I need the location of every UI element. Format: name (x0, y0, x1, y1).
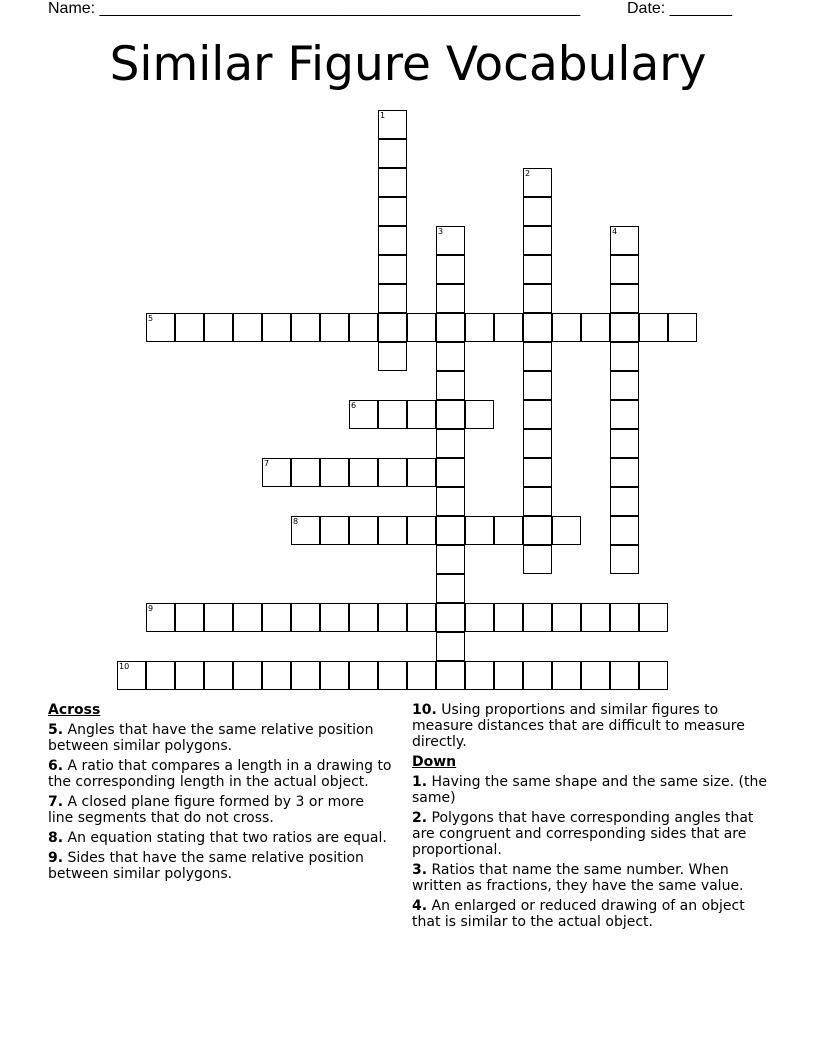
clue-text: A ratio that compares a length in a drawing to the corresponding length in the actual object. (48, 758, 392, 790)
cell-number: 4 (612, 227, 618, 236)
crossword-cell[interactable] (378, 313, 407, 342)
crossword-cell[interactable] (436, 661, 465, 690)
crossword-cell[interactable] (610, 255, 639, 284)
crossword-cell[interactable] (465, 661, 494, 690)
crossword-cell[interactable] (610, 516, 639, 545)
clue-text: Using proportions and similar figures to measure distances that are difficult to measure directly. (412, 702, 745, 750)
clue-text: Sides that have the same relative position between similar polygons. (48, 850, 364, 882)
clue-across-8 (48, 830, 393, 846)
crossword-cell[interactable] (610, 545, 639, 574)
crossword-cell[interactable] (117, 661, 146, 690)
crossword-cell[interactable] (320, 458, 349, 487)
crossword-cell[interactable] (610, 487, 639, 516)
crossword-cell[interactable] (378, 603, 407, 632)
cell-number: 3 (438, 227, 444, 236)
crossword-cell[interactable] (204, 603, 233, 632)
clues-right-column (412, 702, 774, 934)
cell-number: 5 (148, 314, 154, 323)
cell-number: 6 (351, 401, 357, 410)
clue-number: 4. (412, 898, 428, 914)
clue-down-1 (412, 774, 774, 806)
crossword-cell[interactable] (465, 603, 494, 632)
crossword-cell[interactable] (291, 603, 320, 632)
crossword-cell[interactable] (262, 313, 291, 342)
crossword-cell[interactable] (320, 661, 349, 690)
crossword-cell[interactable] (407, 400, 436, 429)
crossword-cell[interactable] (407, 516, 436, 545)
crossword-cell[interactable] (523, 168, 552, 197)
crossword-cell[interactable] (494, 661, 523, 690)
crossword-cell[interactable] (523, 516, 552, 545)
crossword-cell[interactable] (204, 313, 233, 342)
crossword-cell[interactable] (523, 487, 552, 516)
crossword-cell[interactable] (552, 516, 581, 545)
crossword-cell[interactable] (378, 255, 407, 284)
crossword-cell[interactable] (407, 661, 436, 690)
name-field-line[interactable]: Name: ______________________________________________________ (48, 0, 581, 17)
crossword-cell[interactable] (610, 371, 639, 400)
crossword-cell[interactable] (610, 400, 639, 429)
clue-across-7 (48, 794, 393, 826)
crossword-cell[interactable] (581, 603, 610, 632)
clue-down-3 (412, 862, 774, 894)
crossword-cell[interactable] (436, 226, 465, 255)
crossword-cell[interactable] (552, 603, 581, 632)
crossword-cell[interactable] (233, 661, 262, 690)
crossword-cell[interactable] (349, 661, 378, 690)
crossword-cell[interactable] (378, 458, 407, 487)
crossword-cell[interactable] (436, 255, 465, 284)
clue-text: An equation stating that two ratios are equal. (67, 830, 387, 846)
date-field-line[interactable]: Date: _______ (627, 0, 732, 17)
clue-number: 9. (48, 850, 64, 866)
crossword-cell[interactable] (436, 545, 465, 574)
clue-across-10 (412, 702, 774, 750)
clue-number: 2. (412, 810, 428, 826)
clue-across-9 (48, 850, 393, 882)
crossword-cell[interactable] (291, 516, 320, 545)
clue-number: 1. (412, 774, 428, 790)
crossword-cell[interactable] (378, 400, 407, 429)
crossword-cell[interactable] (436, 487, 465, 516)
crossword-cell[interactable] (320, 603, 349, 632)
crossword-cell[interactable] (523, 429, 552, 458)
crossword-cell[interactable] (320, 516, 349, 545)
crossword-cell[interactable] (262, 661, 291, 690)
cell-number: 2 (525, 169, 531, 178)
crossword-cell[interactable] (291, 661, 320, 690)
crossword-cell[interactable] (436, 429, 465, 458)
crossword-cell[interactable] (523, 371, 552, 400)
crossword-cell[interactable] (552, 313, 581, 342)
crossword-cell[interactable] (523, 342, 552, 371)
crossword-cell[interactable] (146, 603, 175, 632)
crossword-cell[interactable] (436, 342, 465, 371)
crossword-cell[interactable] (436, 516, 465, 545)
clue-across-5 (48, 722, 393, 754)
crossword-cell[interactable] (523, 545, 552, 574)
clue-number: 10. (412, 702, 437, 718)
clues-left-column (48, 702, 393, 886)
crossword-cell[interactable] (523, 313, 552, 342)
crossword-cell[interactable] (494, 313, 523, 342)
cell-number: 9 (148, 604, 154, 613)
crossword-cell[interactable] (523, 226, 552, 255)
clue-text: Ratios that name the same number. When written as fractions, they have the same value. (412, 862, 744, 894)
cell-number: 10 (119, 662, 130, 671)
crossword-cell[interactable] (262, 458, 291, 487)
crossword-cell[interactable] (465, 516, 494, 545)
crossword-cell[interactable] (436, 371, 465, 400)
crossword-cell[interactable] (204, 661, 233, 690)
crossword-cell[interactable] (639, 603, 668, 632)
crossword-cell[interactable] (436, 458, 465, 487)
crossword-cell[interactable] (610, 661, 639, 690)
crossword-cell[interactable] (436, 313, 465, 342)
clue-number: 6. (48, 758, 64, 774)
clue-text: An enlarged or reduced drawing of an object that is similar to the actual object. (412, 898, 745, 930)
crossword-cell[interactable] (407, 313, 436, 342)
crossword-cell[interactable] (465, 313, 494, 342)
page-title: Similar Figure Vocabulary (109, 37, 707, 92)
crossword-cell[interactable] (407, 458, 436, 487)
clue-text: A closed plane figure formed by 3 or more line segments that do not cross. (48, 794, 364, 826)
clue-text: Polygons that have corresponding angles that are congruent and corresponding sides that are proportional. (412, 810, 754, 858)
crossword-cell[interactable] (262, 603, 291, 632)
crossword-cell[interactable] (436, 400, 465, 429)
crossword-cell[interactable] (523, 661, 552, 690)
crossword-cell[interactable] (436, 603, 465, 632)
crossword-cell[interactable] (175, 661, 204, 690)
crossword-cell[interactable] (233, 603, 262, 632)
crossword-cell[interactable] (378, 139, 407, 168)
clue-across-6 (48, 758, 393, 790)
crossword-cell[interactable] (378, 516, 407, 545)
crossword-cell[interactable] (349, 516, 378, 545)
crossword-cell[interactable] (233, 313, 262, 342)
clue-number: 3. (412, 862, 428, 878)
crossword-cell[interactable] (523, 458, 552, 487)
crossword-cell[interactable] (465, 400, 494, 429)
crossword-cell[interactable] (610, 429, 639, 458)
crossword-cell[interactable] (639, 313, 668, 342)
crossword-cell[interactable] (639, 661, 668, 690)
clue-down-2 (412, 810, 774, 858)
crossword-cell[interactable] (494, 603, 523, 632)
crossword-cell[interactable] (378, 284, 407, 313)
crossword-cell[interactable] (436, 632, 465, 661)
crossword-cell[interactable] (349, 458, 378, 487)
crossword-cell[interactable] (581, 313, 610, 342)
clue-text: Angles that have the same relative position between similar polygons. (48, 722, 374, 754)
crossword-cell[interactable] (378, 661, 407, 690)
crossword-cell[interactable] (610, 342, 639, 371)
crossword-cell[interactable] (291, 313, 320, 342)
crossword-cell[interactable] (146, 661, 175, 690)
crossword-cell[interactable] (349, 313, 378, 342)
crossword-cell[interactable] (378, 110, 407, 139)
crossword-cell[interactable] (436, 284, 465, 313)
crossword-cell[interactable] (610, 284, 639, 313)
crossword-cell[interactable] (581, 661, 610, 690)
crossword-cell[interactable] (610, 603, 639, 632)
crossword-cell[interactable] (349, 603, 378, 632)
cell-number: 7 (264, 459, 270, 468)
cell-number: 8 (293, 517, 299, 526)
crossword-cell[interactable] (610, 458, 639, 487)
crossword-cell[interactable] (436, 574, 465, 603)
crossword-cell[interactable] (523, 284, 552, 313)
crossword-cell[interactable] (494, 516, 523, 545)
crossword-cell[interactable] (378, 168, 407, 197)
crossword-cell[interactable] (523, 197, 552, 226)
crossword-cell[interactable] (378, 342, 407, 371)
crossword-cell[interactable] (668, 313, 697, 342)
crossword-cell[interactable] (146, 313, 175, 342)
crossword-cell[interactable] (407, 603, 436, 632)
crossword-cell[interactable] (523, 255, 552, 284)
crossword-cell[interactable] (378, 226, 407, 255)
crossword-cell[interactable] (175, 313, 204, 342)
crossword-cell[interactable] (378, 197, 407, 226)
clue-number: 5. (48, 722, 64, 738)
clue-number: 7. (48, 794, 64, 810)
crossword-cell[interactable] (291, 458, 320, 487)
crossword-cell[interactable] (175, 603, 204, 632)
clue-text: Having the same shape and the same size. (the same) (412, 774, 767, 806)
crossword-cell[interactable] (523, 400, 552, 429)
across-heading: Across (48, 702, 101, 718)
crossword-cell[interactable] (610, 226, 639, 255)
down-heading: Down (412, 754, 457, 770)
crossword-cell[interactable] (523, 603, 552, 632)
crossword-cell[interactable] (552, 661, 581, 690)
crossword-cell[interactable] (610, 313, 639, 342)
crossword-cell[interactable] (320, 313, 349, 342)
cell-number: 1 (380, 111, 386, 120)
crossword-cell[interactable] (349, 400, 378, 429)
clue-number: 8. (48, 830, 64, 846)
clue-down-4 (412, 898, 774, 930)
